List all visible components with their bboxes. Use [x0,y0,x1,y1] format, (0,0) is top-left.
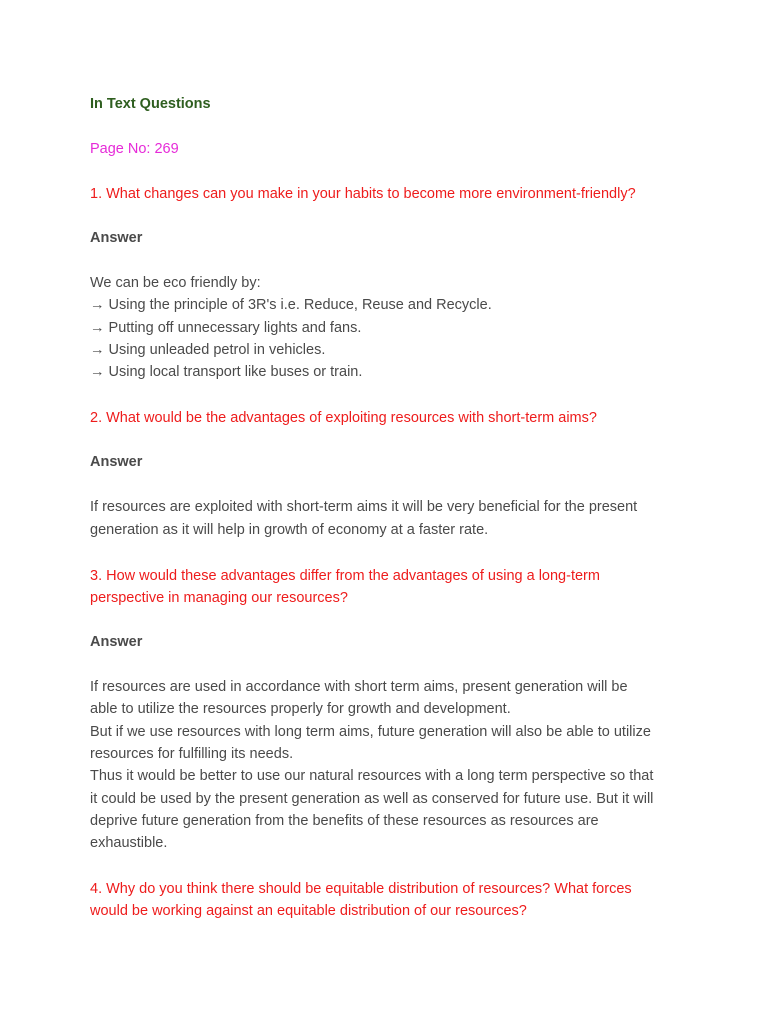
question-2: 2. What would be the advantages of exploiting resources with short-term aims? [90,410,597,427]
answer-label-1: Answer [90,230,143,246]
answer-line: If resources are exploited with short-term aims it will be very beneficial for the present [90,499,638,516]
answer-line: If resources are used in accordance with short term aims, present generation will be [90,679,628,696]
answer-2 [90,496,678,541]
question-line: 3. How would these advantages differ from the advantages of using a long-term [90,568,600,585]
answer-line: able to utilize the resources properly for growth and development. [90,701,511,718]
answer-line: → Putting off unnecessary lights and fans. [90,319,362,336]
question-3 [90,565,678,609]
page-number: Page No: 269 [90,141,179,157]
answer-line: But if we use resources with long term aims, future generation will also be able to utilize [90,723,651,740]
answer-3 [90,676,678,854]
answer-line: resources for fulfilling its needs. [90,745,294,762]
answer-label-3: Answer [90,634,143,651]
section-heading: In Text Questions [90,96,211,112]
answer-line: → Using the principle of 3R's i.e. Reduce, Reuse and Recycle. [90,297,492,314]
answer-line: Thus it would be better to use our natural resources with a long term perspective so that [90,768,654,785]
answer-line: → Using unleaded petrol in vehicles. [90,341,326,358]
question-1: 1. What changes can you make in your habits to become more environment-friendly? [90,186,636,202]
answer-line: We can be eco friendly by: [90,275,261,291]
answer-line: generation as it will help in growth of economy at a faster rate. [90,521,489,538]
question-line: would be working against an equitable distribution of our resources? [90,903,527,920]
answer-line: → Using local transport like buses or train. [90,364,363,381]
answer-1 [90,272,678,383]
question-line: perspective in managing our resources? [90,590,348,607]
question-4 [90,878,678,922]
answer-label-2: Answer [90,454,143,471]
question-line: 4. Why do you think there should be equitable distribution of resources? What forces [90,881,632,898]
answer-line: deprive future generation from the benefits of these resources as resources are [90,812,599,829]
answer-line: exhaustible. [90,835,168,852]
answer-line: it could be used by the present generation as well as conserved for future use. But it will [90,790,654,807]
